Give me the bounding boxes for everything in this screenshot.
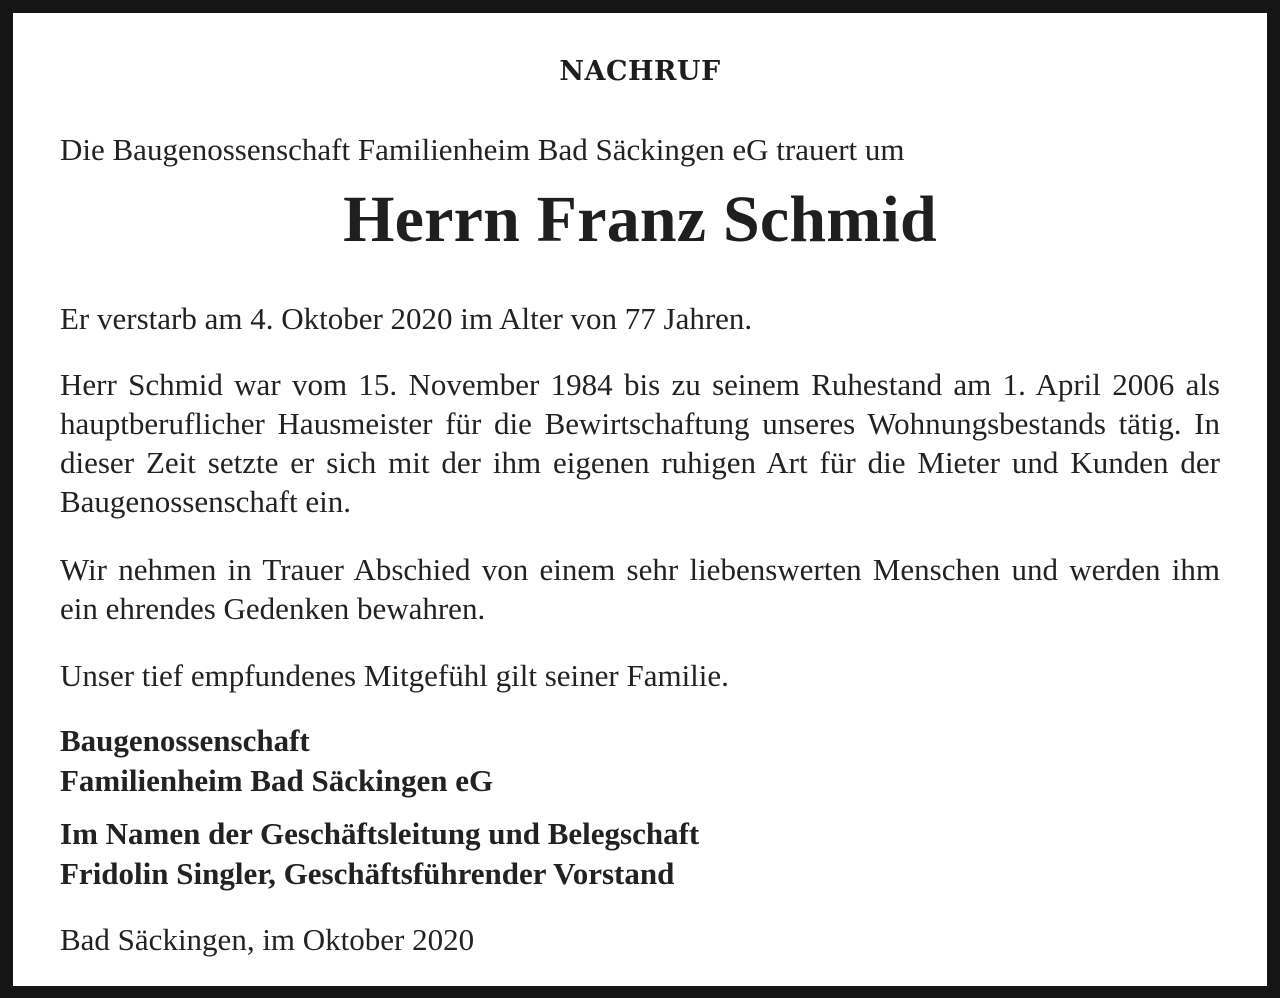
signature-org-line-1: Baugenossenschaft xyxy=(60,723,310,758)
obituary-content xyxy=(13,13,1267,986)
intro-line: Die Baugenossenschaft Familienheim Bad Säckingen eG trauert um xyxy=(60,132,905,167)
obituary-heading: NACHRUF xyxy=(559,56,721,87)
place-date: Bad Säckingen, im Oktober 2020 xyxy=(60,922,475,957)
condolence-paragraph: Unser tief empfundenes Mitgefühl gilt seiner Familie. xyxy=(60,658,729,693)
signature-mgmt-line-2: Fridolin Singler, Geschäftsführender Vorstand xyxy=(60,856,675,891)
deceased-name: Herrn Franz Schmid xyxy=(343,183,937,256)
career-paragraph: Herr Schmid war vom 15. November 1984 bis zu seinem Ruhestand am 1. April 2006 als hauptberuflicher Hausmeister für die Bewirtschaftung unseres Wohnungsbestands tätig. In dieser Zeit setzte er sich mit der ihm eigenen ruhigen Art für die Mieter und Kunden der Baugenossenschaft ein. xyxy=(60,367,1220,519)
death-line: Er verstarb am 4. Oktober 2020 im Alter von 77 Jahren. xyxy=(60,301,753,336)
signature-org-line-2: Familienheim Bad Säckingen eG xyxy=(60,763,494,798)
signature-mgmt-line-1: Im Namen der Geschäftsleitung und Belegschaft xyxy=(60,816,700,851)
farewell-paragraph: Wir nehmen in Trauer Abschied von einem sehr liebenswerten Menschen und werden ihm ein ehrendes Gedenken bewahren. xyxy=(60,552,1220,626)
